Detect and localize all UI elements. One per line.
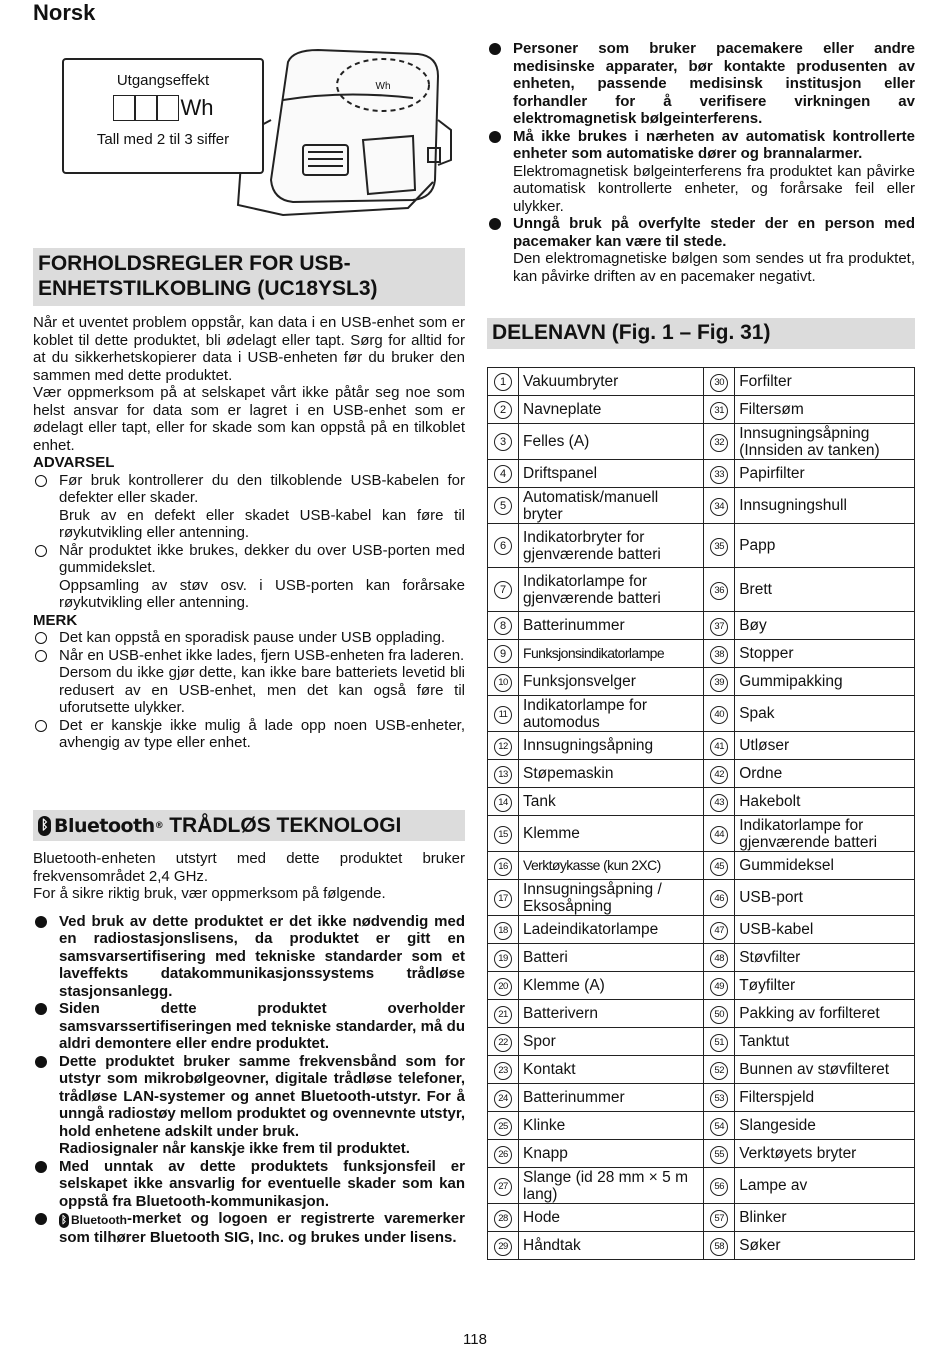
circled-number: 51 bbox=[710, 1034, 728, 1052]
parts-row bbox=[488, 488, 915, 524]
part-label-cell: Gummipakking bbox=[735, 668, 915, 696]
parts-row bbox=[488, 852, 915, 880]
part-number-cell bbox=[488, 1056, 519, 1084]
circled-number: 49 bbox=[710, 978, 728, 996]
part-label-cell: Slangeside bbox=[735, 1112, 915, 1140]
part-label-cell: Utløser bbox=[735, 732, 915, 760]
circled-number: 3 bbox=[494, 433, 512, 451]
part-label-cell: Søker bbox=[735, 1232, 915, 1260]
part-number-cell bbox=[488, 788, 519, 816]
circled-number: 34 bbox=[710, 498, 728, 516]
part-label-cell: Verktøyets bryter bbox=[735, 1140, 915, 1168]
circled-number: 41 bbox=[710, 738, 728, 756]
part-number-cell bbox=[488, 568, 519, 612]
part-label-cell: Batterinummer bbox=[519, 1084, 704, 1112]
page-number: 118 bbox=[463, 1331, 487, 1348]
part-number-cell bbox=[488, 460, 519, 488]
parts-row bbox=[488, 640, 915, 668]
bluetooth-logo: ᛒ Bluetooth ® bbox=[38, 815, 163, 837]
part-label-cell: Tanktut bbox=[735, 1028, 915, 1056]
parts-row bbox=[488, 972, 915, 1000]
circled-number: 19 bbox=[494, 950, 512, 968]
part-number-cell bbox=[704, 944, 735, 972]
part-label-cell: Indikatorlampe for gjenværende batteri bbox=[735, 816, 915, 852]
part-number-cell bbox=[488, 972, 519, 1000]
parts-row bbox=[488, 916, 915, 944]
part-label-cell: Håndtak bbox=[519, 1232, 704, 1260]
parts-row bbox=[488, 788, 915, 816]
part-number-cell bbox=[704, 696, 735, 732]
circled-number: 53 bbox=[710, 1090, 728, 1108]
circle-bullet-icon bbox=[35, 545, 47, 557]
part-label-cell: Funksjonsvelger bbox=[519, 668, 704, 696]
bluetooth-title-text: TRÅDLØS TEKNOLOGI bbox=[169, 813, 402, 837]
bluetooth-logo-small: ᛒ Bluetooth bbox=[61, 1212, 127, 1227]
part-label-cell: Papp bbox=[735, 524, 915, 568]
parts-row bbox=[488, 944, 915, 972]
circled-number: 40 bbox=[710, 706, 728, 724]
callout-unit: Wh bbox=[180, 95, 214, 120]
circled-number: 38 bbox=[710, 646, 728, 664]
part-number-cell bbox=[704, 732, 735, 760]
circled-number: 54 bbox=[710, 1118, 728, 1136]
note-item: Det er kanskje ikke mulig å lade opp noen USB-enheter, avhengig av type eller enhet. bbox=[33, 717, 465, 752]
circled-number: 4 bbox=[494, 465, 512, 483]
circled-number: 22 bbox=[494, 1034, 512, 1052]
circled-number: 47 bbox=[710, 922, 728, 940]
circled-number: 15 bbox=[494, 826, 512, 844]
parts-row bbox=[488, 668, 915, 696]
part-number-cell bbox=[488, 760, 519, 788]
circled-number: 8 bbox=[494, 617, 512, 635]
part-label-cell: Innsugningsåpning (Innsiden av tanken) bbox=[735, 424, 915, 460]
circled-number: 33 bbox=[710, 466, 728, 484]
language-header: Norsk bbox=[33, 0, 96, 25]
circled-number: 7 bbox=[494, 581, 512, 599]
circled-number: 2 bbox=[494, 401, 512, 419]
filled-bullet-icon bbox=[35, 1056, 47, 1068]
part-label-cell: Batterinummer bbox=[519, 612, 704, 640]
circled-number: 6 bbox=[494, 537, 512, 555]
part-number-cell bbox=[704, 396, 735, 424]
bluetooth-item: Siden dette produktet overholder samsvarssertifiseringen med tekniske standarder, må du aldri demontere eller endre produktet. bbox=[33, 1000, 465, 1053]
parts-section-title: DELENAVN (Fig. 1 – Fig. 31) bbox=[487, 318, 915, 349]
part-number-cell bbox=[488, 852, 519, 880]
bluetooth-section-body bbox=[33, 850, 465, 1247]
bluetooth-item: Dette produktet bruker samme frekvensbånd som for utstyr som mikrobølgeovner, digitale trådløse telefoner, trådløse LAN-systemer og annet Bluetooth-utstyr. For å unngå radiostøy mellom produktet og ovennevnte utstyr, hold enhetene adskilt under bruk. Radiosignaler når kanskje ikke frem til produktet. bbox=[33, 1053, 465, 1158]
part-label-cell: Knapp bbox=[519, 1140, 704, 1168]
part-number-cell bbox=[704, 880, 735, 916]
circled-number: 32 bbox=[710, 434, 728, 452]
circled-number: 25 bbox=[494, 1118, 512, 1136]
part-label-cell: Funksjonsindikatorlampe bbox=[519, 640, 704, 668]
parts-row bbox=[488, 816, 915, 852]
circled-number: 29 bbox=[494, 1238, 512, 1256]
bluetooth-section-title bbox=[33, 810, 465, 841]
filled-bullet-icon bbox=[489, 218, 501, 230]
part-number-cell bbox=[704, 788, 735, 816]
part-label-cell: Spak bbox=[735, 696, 915, 732]
parts-row bbox=[488, 568, 915, 612]
circled-number: 36 bbox=[710, 582, 728, 600]
parts-row bbox=[488, 460, 915, 488]
part-label-cell: USB-port bbox=[735, 880, 915, 916]
circled-number: 24 bbox=[494, 1090, 512, 1108]
part-label-cell: Lampe av bbox=[735, 1168, 915, 1204]
part-number-cell bbox=[704, 368, 735, 396]
filled-bullet-icon bbox=[35, 1003, 47, 1015]
part-number-cell bbox=[488, 1112, 519, 1140]
part-number-cell bbox=[704, 424, 735, 460]
circled-number: 10 bbox=[494, 674, 512, 692]
circled-number: 14 bbox=[494, 794, 512, 812]
circled-number: 13 bbox=[494, 766, 512, 784]
parts-row bbox=[488, 880, 915, 916]
callout-note: Tall med 2 til 3 siffer bbox=[96, 131, 230, 148]
part-number-cell bbox=[704, 488, 735, 524]
parts-row bbox=[488, 1204, 915, 1232]
part-label-cell: Vakuumbryter bbox=[519, 368, 704, 396]
part-label-cell: Indikatorlampe for gjenværende batteri bbox=[519, 568, 704, 612]
part-number-cell bbox=[488, 524, 519, 568]
part-label-cell: Verktøykasse (kun 2XC) bbox=[519, 852, 704, 880]
parts-row bbox=[488, 732, 915, 760]
part-number-cell bbox=[488, 1140, 519, 1168]
warning-item: Når produktet ikke brukes, dekker du over USB-porten med gummidekslet. Oppsamling av støv osv. i USB-porten kan forårsake røykutvikling eller antenning. bbox=[33, 542, 465, 612]
parts-row bbox=[488, 760, 915, 788]
parts-row bbox=[488, 396, 915, 424]
parts-row bbox=[488, 696, 915, 732]
circled-number: 46 bbox=[710, 890, 728, 908]
part-number-cell bbox=[704, 568, 735, 612]
part-label-cell: Felles (A) bbox=[519, 424, 704, 460]
parts-row bbox=[488, 1168, 915, 1204]
circled-number: 37 bbox=[710, 618, 728, 636]
part-label-cell: Slange (id 28 mm × 5 m lang) bbox=[519, 1168, 704, 1204]
part-label-cell: Indikatorlampe for automodus bbox=[519, 696, 704, 732]
circle-bullet-icon bbox=[35, 475, 47, 487]
part-number-cell bbox=[488, 880, 519, 916]
circled-number: 27 bbox=[494, 1178, 512, 1196]
part-label-cell: USB-kabel bbox=[735, 916, 915, 944]
part-label-cell: Støvfilter bbox=[735, 944, 915, 972]
circled-number: 1 bbox=[494, 373, 512, 391]
part-label-cell: Støpemaskin bbox=[519, 760, 704, 788]
digit-boxes bbox=[113, 95, 214, 121]
part-number-cell bbox=[488, 1168, 519, 1204]
circled-number: 52 bbox=[710, 1062, 728, 1080]
part-number-cell bbox=[488, 1232, 519, 1260]
bluetooth-intro: Bluetooth-enheten utstyrt med dette produktet bruker frekvensområdet 2,4 GHz. bbox=[33, 850, 465, 885]
part-label-cell: Batteri bbox=[519, 944, 704, 972]
digit-box bbox=[157, 95, 179, 121]
parts-row bbox=[488, 1084, 915, 1112]
part-label-cell: Innsugningsåpning / Eksosåpning bbox=[519, 880, 704, 916]
note-item: Når en USB-enhet ikke lades, fjern USB-enheten fra laderen. Dersom du ikke gjør dette, kan ikke bare batteriets levetid bli redusert av en USB-enhet, men det kan også føre til uforutsette ulykker. bbox=[33, 647, 465, 717]
filled-bullet-icon bbox=[35, 916, 47, 928]
part-number-cell bbox=[704, 1028, 735, 1056]
parts-row bbox=[488, 1232, 915, 1260]
part-label-cell: Innsugningshull bbox=[735, 488, 915, 524]
part-number-cell bbox=[704, 1056, 735, 1084]
circled-number: 56 bbox=[710, 1178, 728, 1196]
circled-number: 55 bbox=[710, 1146, 728, 1164]
output-callout bbox=[62, 58, 264, 174]
part-number-cell bbox=[488, 1084, 519, 1112]
circled-number: 11 bbox=[494, 706, 512, 724]
parts-table bbox=[487, 367, 915, 1260]
part-label-cell: Forfilter bbox=[735, 368, 915, 396]
circled-number: 31 bbox=[710, 402, 728, 420]
parts-row bbox=[488, 1056, 915, 1084]
part-number-cell bbox=[488, 368, 519, 396]
part-label-cell: Klemme (A) bbox=[519, 972, 704, 1000]
filled-bullet-icon bbox=[35, 1161, 47, 1173]
parts-row bbox=[488, 1112, 915, 1140]
part-label-cell: Filterspjeld bbox=[735, 1084, 915, 1112]
part-label-cell: Kontakt bbox=[519, 1056, 704, 1084]
part-number-cell bbox=[704, 816, 735, 852]
bluetooth-item: Ved bruk av dette produktet er det ikke nødvendig med en radiostasjonslisens, da produktet er gitt en samsvarsertifisering med tekniske standarder som et laveffekts datakommunikasjonssystems trådløse stasjonsanlegg. bbox=[33, 913, 465, 1001]
circled-number: 42 bbox=[710, 766, 728, 784]
right-item: Unngå bruk på overfylte steder der en person med pacemaker kan være til stede. Den elektromagnetiske bølgen som sendes ut fra produktet, kan påvirke driften av en pacemaker negativt. bbox=[487, 215, 915, 285]
part-number-cell bbox=[488, 612, 519, 640]
part-label-cell: Indikatorbryter for gjenværende batteri bbox=[519, 524, 704, 568]
circle-bullet-icon bbox=[35, 632, 47, 644]
part-number-cell bbox=[704, 640, 735, 668]
parts-row bbox=[488, 1028, 915, 1056]
part-number-cell bbox=[704, 1204, 735, 1232]
circled-number: 48 bbox=[710, 950, 728, 968]
circled-number: 57 bbox=[710, 1210, 728, 1228]
part-label-cell: Blinker bbox=[735, 1204, 915, 1232]
part-number-cell bbox=[488, 1204, 519, 1232]
part-number-cell bbox=[704, 760, 735, 788]
parts-row bbox=[488, 1140, 915, 1168]
part-label-cell: Brett bbox=[735, 568, 915, 612]
circled-number: 58 bbox=[710, 1238, 728, 1256]
parts-row bbox=[488, 368, 915, 396]
circled-number: 35 bbox=[710, 538, 728, 556]
part-number-cell bbox=[704, 1084, 735, 1112]
part-label-cell: Automatisk/manuell bryter bbox=[519, 488, 704, 524]
circled-number: 17 bbox=[494, 890, 512, 908]
circle-bullet-icon bbox=[35, 650, 47, 662]
circled-number: 12 bbox=[494, 738, 512, 756]
part-number-cell bbox=[488, 696, 519, 732]
circled-number: 20 bbox=[494, 978, 512, 996]
part-label-cell: Pakking av forfilteret bbox=[735, 1000, 915, 1028]
bluetooth-intro-2: For å sikre riktig bruk, vær oppmerksom på følgende. bbox=[33, 885, 386, 902]
circled-number: 30 bbox=[710, 374, 728, 392]
digit-box bbox=[113, 95, 135, 121]
filled-bullet-icon bbox=[489, 131, 501, 143]
part-number-cell bbox=[488, 424, 519, 460]
part-label-cell: Hakebolt bbox=[735, 788, 915, 816]
part-label-cell: Klinke bbox=[519, 1112, 704, 1140]
part-number-cell bbox=[704, 668, 735, 696]
circled-number: 50 bbox=[710, 1006, 728, 1024]
part-label-cell: Innsugningsåpning bbox=[519, 732, 704, 760]
right-column-warnings bbox=[487, 40, 915, 285]
circled-number: 43 bbox=[710, 794, 728, 812]
circled-number: 9 bbox=[494, 645, 512, 663]
filled-bullet-icon bbox=[35, 1213, 47, 1225]
part-number-cell bbox=[704, 460, 735, 488]
part-number-cell bbox=[488, 732, 519, 760]
callout-title: Utgangseffekt bbox=[116, 72, 210, 89]
part-label-cell: Ladeindikatorlampe bbox=[519, 916, 704, 944]
note-heading: MERK bbox=[33, 611, 78, 629]
digit-box bbox=[135, 95, 157, 121]
part-label-cell: Spor bbox=[519, 1028, 704, 1056]
usb-section-body bbox=[33, 314, 465, 752]
parts-row bbox=[488, 524, 915, 568]
bluetooth-icon: ᛒ bbox=[38, 816, 51, 836]
part-number-cell bbox=[488, 944, 519, 972]
part-number-cell bbox=[488, 488, 519, 524]
part-number-cell bbox=[704, 916, 735, 944]
circled-number: 5 bbox=[494, 497, 512, 515]
part-number-cell bbox=[704, 1112, 735, 1140]
part-label-cell: Tank bbox=[519, 788, 704, 816]
circled-number: 23 bbox=[494, 1062, 512, 1080]
part-number-cell bbox=[488, 1000, 519, 1028]
part-label-cell: Gummideksel bbox=[735, 852, 915, 880]
part-label-cell: Filtersøm bbox=[735, 396, 915, 424]
circled-number: 21 bbox=[494, 1006, 512, 1024]
circled-number: 18 bbox=[494, 922, 512, 940]
part-label-cell: Stopper bbox=[735, 640, 915, 668]
parts-row bbox=[488, 612, 915, 640]
circled-number: 44 bbox=[710, 826, 728, 844]
bluetooth-icon: ᛒ bbox=[61, 1215, 67, 1226]
filled-bullet-icon bbox=[489, 43, 501, 55]
part-label-cell: Papirfilter bbox=[735, 460, 915, 488]
parts-row bbox=[488, 1000, 915, 1028]
part-number-cell bbox=[704, 1232, 735, 1260]
right-item: Personer som bruker pacemakere eller andre medisinske apparater, bør kontakte produsenten av enheten, passende medisinsk institusjon eller forhandler for å verifisere virkningen av elektromagnetisk bølgeinterferens. bbox=[487, 40, 915, 128]
part-label-cell: Hode bbox=[519, 1204, 704, 1232]
usb-intro-2: Vær oppmerksom på at selskapet vårt ikke påtår seg noe som helst ansvar for data som er lagret i en USB-enhet som er ødelagt eller tapt, eller for skade som kan oppstå på en tilkoblet enhet. bbox=[33, 384, 465, 454]
part-number-cell bbox=[488, 816, 519, 852]
parts-row bbox=[488, 424, 915, 460]
circle-bullet-icon bbox=[35, 720, 47, 732]
bluetooth-item: Med unntak av dette produktets funksjonsfeil er selskapet ikke ansvarlig for eventuelle skader som kan oppstå fra Bluetooth-kommunikasjon. bbox=[33, 1158, 465, 1211]
part-number-cell bbox=[488, 668, 519, 696]
battery-wh-label: Wh bbox=[375, 81, 391, 92]
part-number-cell bbox=[488, 916, 519, 944]
circled-number: 39 bbox=[710, 674, 728, 692]
part-number-cell bbox=[704, 1140, 735, 1168]
part-label-cell: Tøyfilter bbox=[735, 972, 915, 1000]
part-label-cell: Bøy bbox=[735, 612, 915, 640]
warning-item: Før bruk kontrollerer du den tilkoblende USB-kabelen for defekter eller skader. Bruk av en defekt eller skadet USB-kabel kan føre til røykutvikling eller antenning. bbox=[33, 472, 465, 542]
part-number-cell bbox=[704, 1000, 735, 1028]
circled-number: 26 bbox=[494, 1146, 512, 1164]
part-number-cell bbox=[704, 972, 735, 1000]
part-number-cell bbox=[488, 396, 519, 424]
part-label-cell: Bunnen av støvfilteret bbox=[735, 1056, 915, 1084]
note-item: Det kan oppstå en sporadisk pause under USB opplading. bbox=[33, 629, 465, 647]
part-label-cell: Ordne bbox=[735, 760, 915, 788]
circled-number: 45 bbox=[710, 858, 728, 876]
circled-number: 16 bbox=[494, 858, 512, 876]
circled-number: 28 bbox=[494, 1210, 512, 1228]
part-number-cell bbox=[488, 640, 519, 668]
part-label-cell: Klemme bbox=[519, 816, 704, 852]
part-number-cell bbox=[488, 1028, 519, 1056]
warning-heading: ADVARSEL bbox=[33, 454, 115, 471]
right-item: Må ikke brukes i nærheten av automatisk kontrollerte enheter som automatiske dører og brannalarmer. Elektromagnetisk bølgeinterferens fra produktet kan påvirke automatisk kontrollerte enheter, og forårsake feil eller ulykker. bbox=[487, 128, 915, 216]
usb-section-title: FORHOLDSREGLER FOR USB-ENHETSTILKOBLING (UC18YSL3) bbox=[33, 248, 465, 306]
part-label-cell: Driftspanel bbox=[519, 460, 704, 488]
part-number-cell bbox=[704, 612, 735, 640]
part-number-cell bbox=[704, 524, 735, 568]
bluetooth-item: ᛒ Bluetooth -merket og logoen er registrerte varemerker som tilhører Bluetooth SIG, Inc. og brukes under lisens. bbox=[33, 1210, 465, 1247]
part-label-cell: Batterivern bbox=[519, 1000, 704, 1028]
part-label-cell: Navneplate bbox=[519, 396, 704, 424]
usb-intro: Når et uventet problem oppstår, kan data i en USB-enhet som er koblet til dette produktet, bli ødelagt eller tapt. Sørg for alltid for at du sikkerhetskopierer data i USB-enheten før du bruker den sammen med dette produktet. bbox=[33, 314, 465, 384]
part-number-cell bbox=[704, 852, 735, 880]
part-number-cell bbox=[704, 1168, 735, 1204]
